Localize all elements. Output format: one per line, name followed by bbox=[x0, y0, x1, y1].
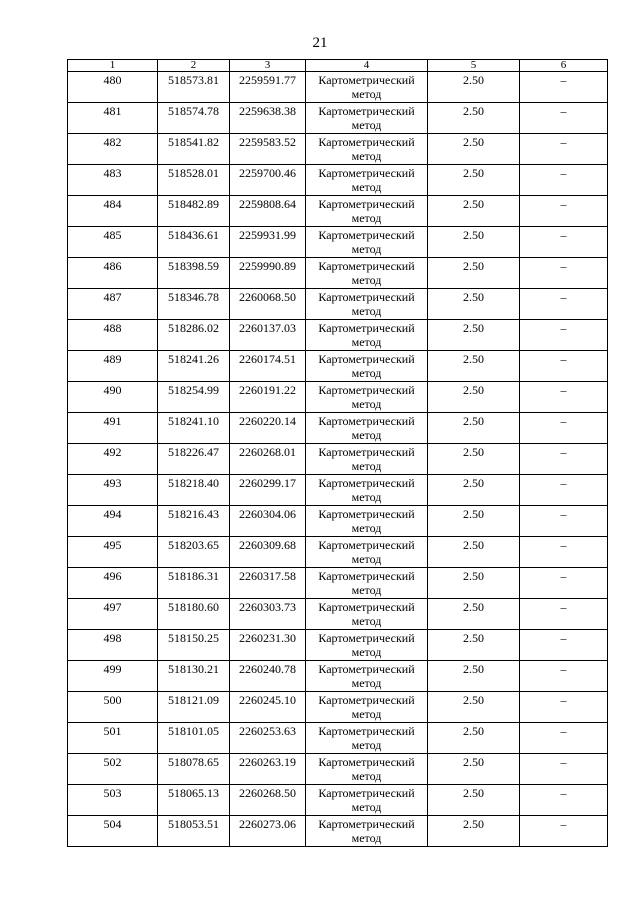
table-row bbox=[68, 475, 608, 506]
accuracy-cell: 2.50 bbox=[428, 599, 520, 630]
y-coordinate-cell: 2259990.89 bbox=[230, 258, 306, 289]
accuracy-cell: 2.50 bbox=[428, 444, 520, 475]
x-coordinate-cell: 518216.43 bbox=[158, 506, 230, 537]
accuracy-cell: 2.50 bbox=[428, 382, 520, 413]
method-cell bbox=[306, 258, 428, 289]
point-number-cell: 499 bbox=[68, 661, 158, 692]
coordinates-table bbox=[67, 59, 608, 847]
x-coordinate-cell: 518186.31 bbox=[158, 568, 230, 599]
method-line: Картометрический bbox=[318, 538, 415, 552]
note-cell: – bbox=[520, 692, 608, 723]
method-line: Картометрический bbox=[318, 724, 415, 738]
method-cell bbox=[306, 785, 428, 816]
method-line: Картометрический bbox=[318, 507, 415, 521]
method-line: метод bbox=[351, 676, 382, 690]
note-cell: – bbox=[520, 351, 608, 382]
note-cell: – bbox=[520, 382, 608, 413]
y-coordinate-cell: 2260273.06 bbox=[230, 816, 306, 847]
y-coordinate-cell: 2260268.50 bbox=[230, 785, 306, 816]
method-cell bbox=[306, 320, 428, 351]
x-coordinate-cell: 518218.40 bbox=[158, 475, 230, 506]
table-row bbox=[68, 134, 608, 165]
method-cell bbox=[306, 661, 428, 692]
method-line: Картометрический bbox=[318, 786, 415, 800]
point-number-cell: 501 bbox=[68, 723, 158, 754]
table-row bbox=[68, 258, 608, 289]
table-row bbox=[68, 785, 608, 816]
y-coordinate-cell: 2259808.64 bbox=[230, 196, 306, 227]
y-coordinate-cell: 2260137.03 bbox=[230, 320, 306, 351]
method-cell bbox=[306, 444, 428, 475]
method-line: метод bbox=[351, 211, 382, 225]
method-line: метод bbox=[351, 831, 382, 845]
point-number-cell: 483 bbox=[68, 165, 158, 196]
note-cell: – bbox=[520, 816, 608, 847]
method-cell bbox=[306, 413, 428, 444]
method-line: Картометрический bbox=[318, 693, 415, 707]
column-header-2: 2 bbox=[158, 60, 230, 72]
method-line: метод bbox=[351, 645, 382, 659]
method-cell bbox=[306, 723, 428, 754]
method-line: метод bbox=[351, 583, 382, 597]
y-coordinate-cell: 2260191.22 bbox=[230, 382, 306, 413]
point-number-cell: 504 bbox=[68, 816, 158, 847]
x-coordinate-cell: 518180.60 bbox=[158, 599, 230, 630]
point-number-cell: 502 bbox=[68, 754, 158, 785]
method-line: Картометрический bbox=[318, 569, 415, 583]
note-cell: – bbox=[520, 630, 608, 661]
column-header-3: 3 bbox=[230, 60, 306, 72]
point-number-cell: 496 bbox=[68, 568, 158, 599]
table-row bbox=[68, 165, 608, 196]
method-cell bbox=[306, 72, 428, 103]
method-cell bbox=[306, 289, 428, 320]
method-line: Картометрический bbox=[318, 73, 415, 87]
x-coordinate-cell: 518150.25 bbox=[158, 630, 230, 661]
y-coordinate-cell: 2260231.30 bbox=[230, 630, 306, 661]
method-line: метод bbox=[351, 769, 382, 783]
y-coordinate-cell: 2260240.78 bbox=[230, 661, 306, 692]
x-coordinate-cell: 518541.82 bbox=[158, 134, 230, 165]
method-line: Картометрический bbox=[318, 197, 415, 211]
point-number-cell: 490 bbox=[68, 382, 158, 413]
point-number-cell: 492 bbox=[68, 444, 158, 475]
method-cell bbox=[306, 568, 428, 599]
table-row bbox=[68, 351, 608, 382]
y-coordinate-cell: 2259931.99 bbox=[230, 227, 306, 258]
table-row bbox=[68, 816, 608, 847]
method-line: метод bbox=[351, 242, 382, 256]
note-cell: – bbox=[520, 320, 608, 351]
table-row bbox=[68, 599, 608, 630]
y-coordinate-cell: 2260263.19 bbox=[230, 754, 306, 785]
column-header-4: 4 bbox=[306, 60, 428, 72]
x-coordinate-cell: 518528.01 bbox=[158, 165, 230, 196]
table-row bbox=[68, 413, 608, 444]
note-cell: – bbox=[520, 506, 608, 537]
method-line: Картометрический bbox=[318, 662, 415, 676]
note-cell: – bbox=[520, 134, 608, 165]
accuracy-cell: 2.50 bbox=[428, 475, 520, 506]
method-line: Картометрический bbox=[318, 414, 415, 428]
x-coordinate-cell: 518121.09 bbox=[158, 692, 230, 723]
note-cell: – bbox=[520, 785, 608, 816]
method-cell bbox=[306, 382, 428, 413]
method-line: метод bbox=[351, 87, 382, 101]
method-line: метод bbox=[351, 459, 382, 473]
note-cell: – bbox=[520, 196, 608, 227]
point-number-cell: 484 bbox=[68, 196, 158, 227]
note-cell: – bbox=[520, 568, 608, 599]
method-line: метод bbox=[351, 490, 382, 504]
method-line: метод bbox=[351, 273, 382, 287]
y-coordinate-cell: 2260317.58 bbox=[230, 568, 306, 599]
note-cell: – bbox=[520, 537, 608, 568]
method-cell bbox=[306, 754, 428, 785]
accuracy-cell: 2.50 bbox=[428, 785, 520, 816]
table-row bbox=[68, 227, 608, 258]
method-line: Картометрический bbox=[318, 817, 415, 831]
point-number-cell: 503 bbox=[68, 785, 158, 816]
point-number-cell: 491 bbox=[68, 413, 158, 444]
accuracy-cell: 2.50 bbox=[428, 103, 520, 134]
method-line: Картометрический bbox=[318, 445, 415, 459]
table-row bbox=[68, 630, 608, 661]
y-coordinate-cell: 2260253.63 bbox=[230, 723, 306, 754]
x-coordinate-cell: 518346.78 bbox=[158, 289, 230, 320]
note-cell: – bbox=[520, 661, 608, 692]
x-coordinate-cell: 518101.05 bbox=[158, 723, 230, 754]
accuracy-cell: 2.50 bbox=[428, 723, 520, 754]
note-cell: – bbox=[520, 227, 608, 258]
method-line: Картометрический bbox=[318, 476, 415, 490]
table-row bbox=[68, 444, 608, 475]
point-number-cell: 482 bbox=[68, 134, 158, 165]
x-coordinate-cell: 518203.65 bbox=[158, 537, 230, 568]
method-cell bbox=[306, 165, 428, 196]
method-line: Картометрический bbox=[318, 259, 415, 273]
x-coordinate-cell: 518482.89 bbox=[158, 196, 230, 227]
method-line: Картометрический bbox=[318, 290, 415, 304]
table-row bbox=[68, 661, 608, 692]
method-line: Картометрический bbox=[318, 228, 415, 242]
method-cell bbox=[306, 537, 428, 568]
accuracy-cell: 2.50 bbox=[428, 413, 520, 444]
note-cell: – bbox=[520, 599, 608, 630]
x-coordinate-cell: 518436.61 bbox=[158, 227, 230, 258]
x-coordinate-cell: 518226.47 bbox=[158, 444, 230, 475]
method-cell bbox=[306, 351, 428, 382]
table-row bbox=[68, 196, 608, 227]
y-coordinate-cell: 2259583.52 bbox=[230, 134, 306, 165]
method-line: Картометрический bbox=[318, 755, 415, 769]
header-row bbox=[68, 60, 608, 72]
table-row bbox=[68, 506, 608, 537]
method-line: Картометрический bbox=[318, 321, 415, 335]
x-coordinate-cell: 518286.02 bbox=[158, 320, 230, 351]
point-number-cell: 480 bbox=[68, 72, 158, 103]
method-line: Картометрический bbox=[318, 352, 415, 366]
x-coordinate-cell: 518241.10 bbox=[158, 413, 230, 444]
table-row bbox=[68, 754, 608, 785]
accuracy-cell: 2.50 bbox=[428, 568, 520, 599]
note-cell: – bbox=[520, 165, 608, 196]
method-line: метод bbox=[351, 304, 382, 318]
method-cell bbox=[306, 630, 428, 661]
x-coordinate-cell: 518065.13 bbox=[158, 785, 230, 816]
y-coordinate-cell: 2260174.51 bbox=[230, 351, 306, 382]
note-cell: – bbox=[520, 289, 608, 320]
x-coordinate-cell: 518241.26 bbox=[158, 351, 230, 382]
column-header-5: 5 bbox=[428, 60, 520, 72]
accuracy-cell: 2.50 bbox=[428, 320, 520, 351]
table-row bbox=[68, 568, 608, 599]
accuracy-cell: 2.50 bbox=[428, 537, 520, 568]
method-line: Картометрический bbox=[318, 600, 415, 614]
y-coordinate-cell: 2260299.17 bbox=[230, 475, 306, 506]
accuracy-cell: 2.50 bbox=[428, 506, 520, 537]
method-line: метод bbox=[351, 397, 382, 411]
point-number-cell: 498 bbox=[68, 630, 158, 661]
x-coordinate-cell: 518573.81 bbox=[158, 72, 230, 103]
method-cell bbox=[306, 692, 428, 723]
y-coordinate-cell: 2259700.46 bbox=[230, 165, 306, 196]
method-line: метод bbox=[351, 521, 382, 535]
method-cell bbox=[306, 599, 428, 630]
accuracy-cell: 2.50 bbox=[428, 351, 520, 382]
note-cell: – bbox=[520, 103, 608, 134]
point-number-cell: 481 bbox=[68, 103, 158, 134]
method-cell bbox=[306, 134, 428, 165]
column-header-6: 6 bbox=[520, 60, 608, 72]
accuracy-cell: 2.50 bbox=[428, 630, 520, 661]
method-cell bbox=[306, 103, 428, 134]
note-cell: – bbox=[520, 475, 608, 506]
method-line: метод bbox=[351, 149, 382, 163]
accuracy-cell: 2.50 bbox=[428, 661, 520, 692]
method-line: метод bbox=[351, 614, 382, 628]
accuracy-cell: 2.50 bbox=[428, 289, 520, 320]
table-row bbox=[68, 72, 608, 103]
table-row bbox=[68, 723, 608, 754]
method-line: метод bbox=[351, 118, 382, 132]
accuracy-cell: 2.50 bbox=[428, 816, 520, 847]
x-coordinate-cell: 518078.65 bbox=[158, 754, 230, 785]
method-cell bbox=[306, 506, 428, 537]
method-line: метод bbox=[351, 800, 382, 814]
method-line: метод bbox=[351, 707, 382, 721]
point-number-cell: 485 bbox=[68, 227, 158, 258]
point-number-cell: 487 bbox=[68, 289, 158, 320]
method-cell bbox=[306, 475, 428, 506]
table-header bbox=[68, 60, 608, 72]
table-row bbox=[68, 537, 608, 568]
point-number-cell: 493 bbox=[68, 475, 158, 506]
note-cell: – bbox=[520, 72, 608, 103]
method-line: метод bbox=[351, 335, 382, 349]
accuracy-cell: 2.50 bbox=[428, 72, 520, 103]
page-number: 21 bbox=[312, 35, 328, 51]
accuracy-cell: 2.50 bbox=[428, 258, 520, 289]
note-cell: – bbox=[520, 413, 608, 444]
note-cell: – bbox=[520, 723, 608, 754]
y-coordinate-cell: 2260304.06 bbox=[230, 506, 306, 537]
table-row bbox=[68, 382, 608, 413]
method-line: Картометрический bbox=[318, 135, 415, 149]
method-line: Картометрический bbox=[318, 631, 415, 645]
note-cell: – bbox=[520, 754, 608, 785]
point-number-cell: 486 bbox=[68, 258, 158, 289]
x-coordinate-cell: 518053.51 bbox=[158, 816, 230, 847]
point-number-cell: 494 bbox=[68, 506, 158, 537]
y-coordinate-cell: 2260268.01 bbox=[230, 444, 306, 475]
accuracy-cell: 2.50 bbox=[428, 692, 520, 723]
x-coordinate-cell: 518130.21 bbox=[158, 661, 230, 692]
point-number-cell: 489 bbox=[68, 351, 158, 382]
method-line: Картометрический bbox=[318, 383, 415, 397]
table-body bbox=[68, 72, 608, 847]
note-cell: – bbox=[520, 258, 608, 289]
method-line: метод bbox=[351, 428, 382, 442]
accuracy-cell: 2.50 bbox=[428, 165, 520, 196]
y-coordinate-cell: 2260220.14 bbox=[230, 413, 306, 444]
y-coordinate-cell: 2260245.10 bbox=[230, 692, 306, 723]
y-coordinate-cell: 2259591.77 bbox=[230, 72, 306, 103]
method-line: метод bbox=[351, 738, 382, 752]
y-coordinate-cell: 2260303.73 bbox=[230, 599, 306, 630]
point-number-cell: 500 bbox=[68, 692, 158, 723]
method-line: Картометрический bbox=[318, 166, 415, 180]
method-cell bbox=[306, 816, 428, 847]
x-coordinate-cell: 518574.78 bbox=[158, 103, 230, 134]
table-row bbox=[68, 289, 608, 320]
point-number-cell: 497 bbox=[68, 599, 158, 630]
table-row bbox=[68, 692, 608, 723]
point-number-cell: 488 bbox=[68, 320, 158, 351]
y-coordinate-cell: 2260309.68 bbox=[230, 537, 306, 568]
method-cell bbox=[306, 196, 428, 227]
table-row bbox=[68, 320, 608, 351]
column-header-1: 1 bbox=[68, 60, 158, 72]
point-number-cell: 495 bbox=[68, 537, 158, 568]
accuracy-cell: 2.50 bbox=[428, 227, 520, 258]
accuracy-cell: 2.50 bbox=[428, 196, 520, 227]
method-line: метод bbox=[351, 552, 382, 566]
method-line: метод bbox=[351, 366, 382, 380]
table-row bbox=[68, 103, 608, 134]
y-coordinate-cell: 2259638.38 bbox=[230, 103, 306, 134]
method-line: метод bbox=[351, 180, 382, 194]
method-cell bbox=[306, 227, 428, 258]
note-cell: – bbox=[520, 444, 608, 475]
x-coordinate-cell: 518254.99 bbox=[158, 382, 230, 413]
y-coordinate-cell: 2260068.50 bbox=[230, 289, 306, 320]
x-coordinate-cell: 518398.59 bbox=[158, 258, 230, 289]
accuracy-cell: 2.50 bbox=[428, 754, 520, 785]
accuracy-cell: 2.50 bbox=[428, 134, 520, 165]
method-line: Картометрический bbox=[318, 104, 415, 118]
